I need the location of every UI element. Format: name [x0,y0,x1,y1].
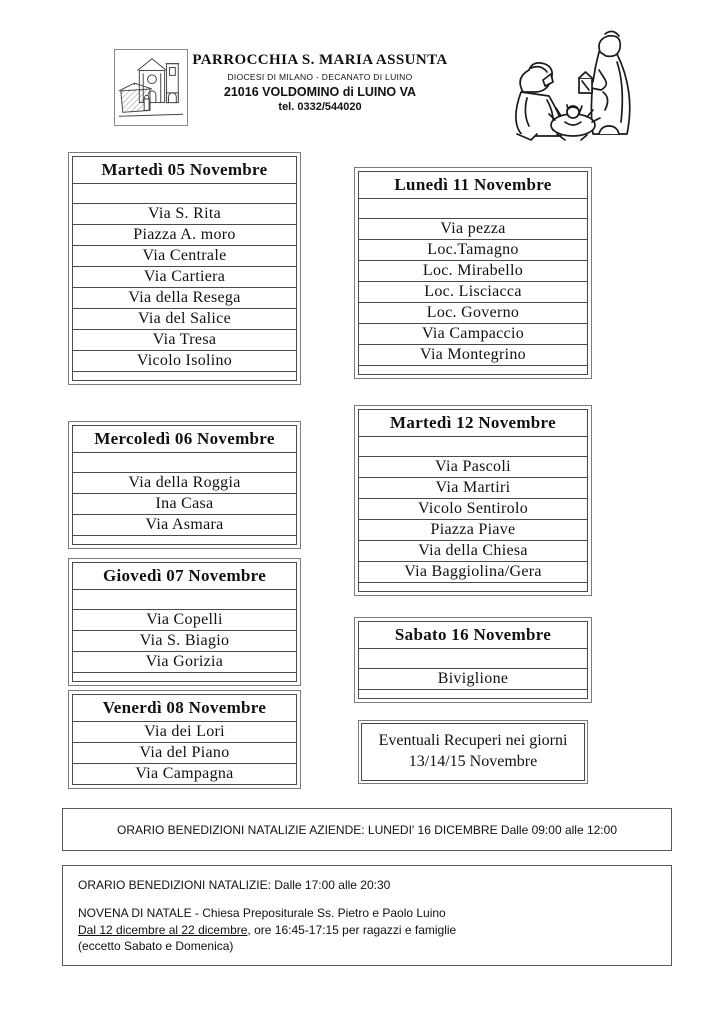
novena-line2-rest: , ore 16:45-17:15 per ragazzi e famiglie [247,922,457,937]
table-title: Martedì 05 Novembre [73,157,297,184]
schedule-table-sabato-16 [354,617,592,703]
parish-name: PARROCCHIA S. MARIA ASSUNTA [192,52,448,68]
spacer-row [73,536,297,545]
schedule-table-martedi-12 [354,405,592,596]
spacer-row [73,673,297,682]
street-row: Via Centrale [73,246,297,267]
schedule-table-venerdi-08 [68,690,301,789]
street-row: Via Tresa [73,330,297,351]
street-row: Ina Casa [73,494,297,515]
recuperi-line1: Eventuali Recuperi nei giorni [378,732,568,749]
empty-row [73,453,297,473]
street-row: Via della Resega [73,288,297,309]
empty-row [73,590,297,610]
novena-dates-underlined: Dal 12 dicembre al 22 dicembre [78,922,248,937]
spacer-row [73,372,297,381]
street-row: Via Baggiolina/Gera [359,562,588,583]
table-title: Martedì 12 Novembre [359,410,588,437]
street-row: Loc.Tamagno [359,240,588,261]
address-line: 21016 VOLDOMINO di LUINO VA [223,85,417,99]
street-row: Via Copelli [73,610,297,631]
street-row: Loc. Mirabello [359,261,588,282]
street-row: Via Asmara [73,515,297,536]
street-row: Via Gorizia [73,652,297,673]
diocese-line: DIOCESI DI MILANO - DECANATO DI LUINO [227,72,413,82]
recuperi-box [358,720,588,784]
novena-line3: (eccetto Sabato e Domenica) [78,939,234,954]
street-row: Via del Salice [73,309,297,330]
novena-line2 [78,922,656,939]
street-row: Biviglione [359,669,588,690]
recuperi-line2: 13/14/15 Novembre [408,752,538,770]
street-row: Via S. Biagio [73,631,297,652]
table-title: Giovedì 07 Novembre [73,563,297,590]
street-row: Piazza A. moro [73,225,297,246]
table-title: Mercoledì 06 Novembre [73,426,297,453]
phone-line: tel. 0332/544020 [278,101,362,113]
novena-line1: NOVENA DI NATALE - Chiesa Prepositurale Ss. Pietro e Paolo Luino [78,905,446,920]
street-row: Via S. Rita [73,204,297,225]
spacer-row [359,366,588,375]
street-row: Vicolo Isolino [73,351,297,372]
schedule-table-giovedi-07 [68,558,301,686]
street-row: Via pezza [359,219,588,240]
street-row: Via Campaccio [359,324,588,345]
empty-row [359,437,588,457]
street-row: Via del Piano [73,743,297,764]
street-row: Vicolo Sentirolo [359,499,588,520]
table-title: Venerdì 08 Novembre [73,695,297,722]
spacer-row [359,690,588,699]
street-row: Via dei Lori [73,722,297,743]
street-row: Loc. Lisciacca [359,282,588,303]
parish-header [185,52,455,113]
orario-line: ORARIO BENEDIZIONI NATALIZIE: Dalle 17:00 alle 20:30 [78,878,391,892]
street-row: Via Martiri [359,478,588,499]
street-row: Via Montegrino [359,345,588,366]
notice-natalizie [62,865,672,966]
table-title: Lunedì 11 Novembre [359,172,588,199]
empty-row [359,649,588,669]
schedule-table-mercoledi-06 [68,421,301,549]
church-logo-icon [114,49,188,126]
notice-aziende [62,808,672,851]
blank-line [78,894,656,905]
empty-row [359,199,588,219]
table-title: Sabato 16 Novembre [359,622,588,649]
schedule-table-lunedi-11 [354,167,592,379]
street-row: Via Pascoli [359,457,588,478]
street-row: Via Campagna [73,764,297,785]
street-row: Via della Roggia [73,473,297,494]
schedule-table-martedi-05 [68,152,301,385]
spacer-row [359,583,588,592]
empty-row [73,184,297,204]
nativity-scene-icon [487,22,645,144]
street-row: Loc. Governo [359,303,588,324]
street-row: Via Cartiera [73,267,297,288]
notice-aziende-text: ORARIO BENEDIZIONI NATALIZIE AZIENDE: LUNEDI' 16 DICEMBRE Dalle 09:00 alle 12:00 [116,822,617,837]
street-row: Via della Chiesa [359,541,588,562]
street-row: Piazza Piave [359,520,588,541]
